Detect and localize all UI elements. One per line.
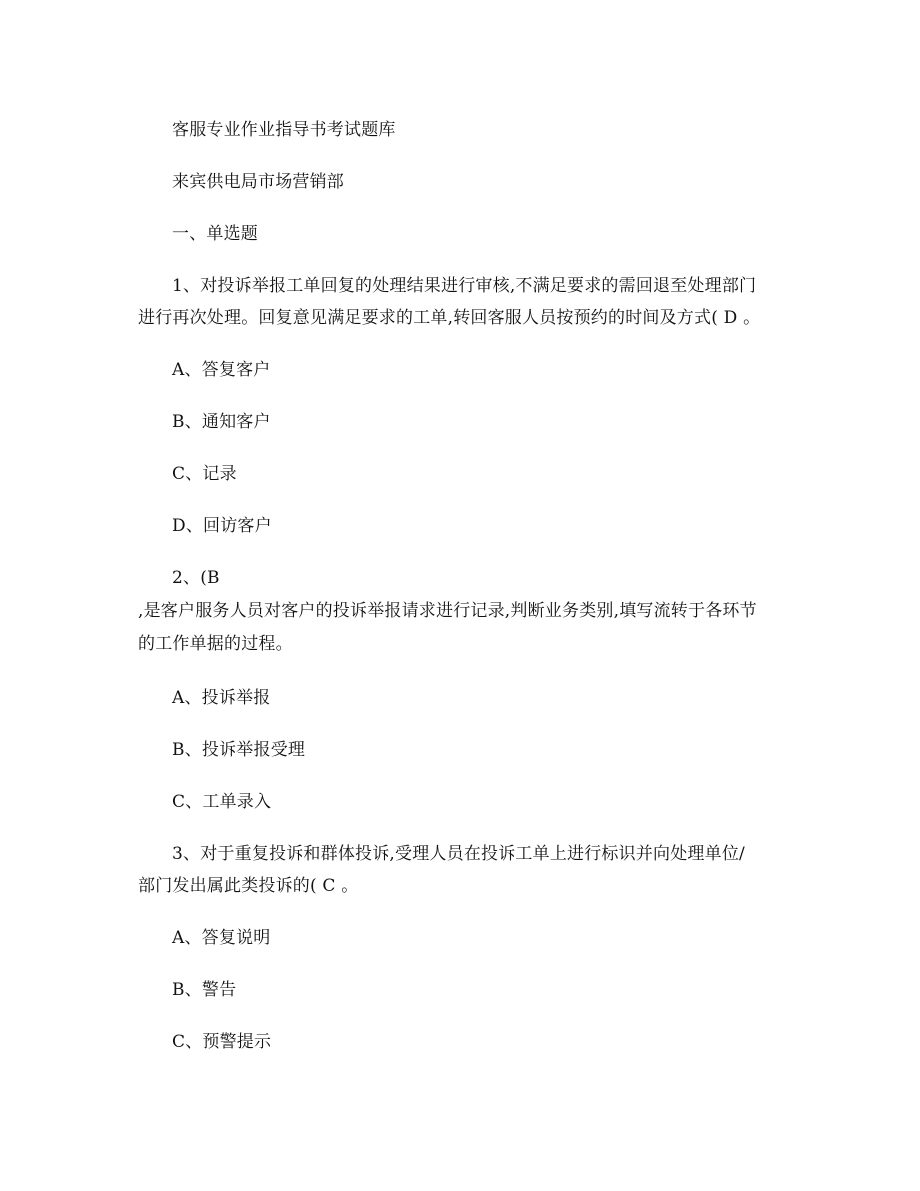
question-1-option-c: C、记录 xyxy=(172,464,237,484)
question-2-stem-line-1: 2、(B xyxy=(172,568,220,588)
question-3-stem-line-1: 3、对于重复投诉和群体投诉,受理人员在投诉工单上进行标识并向处理单位/ xyxy=(172,844,745,864)
question-1-stem-line-1: 1、对投诉举报工单回复的处理结果进行审核,不满足要求的需回退至处理部门 xyxy=(172,276,757,296)
section-heading: 一、单选题 xyxy=(172,224,258,244)
question-3-option-a: A、答复说明 xyxy=(172,928,271,948)
question-1-option-d: D、回访客户 xyxy=(172,516,272,536)
question-3-option-c: C、预警提示 xyxy=(172,1032,272,1052)
question-2-stem-line-2: ,是客户服务人员对客户的投诉举报请求进行记录,判断业务类别,填写流转于各环节 xyxy=(138,601,757,621)
document-title: 客服专业作业指导书考试题库 xyxy=(172,120,396,140)
question-1-option-a: A、答复客户 xyxy=(172,360,271,380)
question-2-option-b: B、投诉举报受理 xyxy=(172,740,306,760)
question-2-option-c: C、工单录入 xyxy=(172,792,272,812)
question-3-stem-line-2: 部门发出属此类投诉的( C 。 xyxy=(138,876,359,896)
question-3-option-b: B、警告 xyxy=(172,980,237,1000)
question-1-option-b: B、通知客户 xyxy=(172,412,271,432)
question-1-stem-line-2: 进行再次处理。回复意见满足要求的工单,转回客服人员按预约的时间及方式( D 。 xyxy=(138,308,761,328)
department-name: 来宾供电局市场营销部 xyxy=(172,172,344,192)
question-2-option-a: A、投诉举报 xyxy=(172,688,271,708)
question-2-stem-line-3: 的工作单据的过程。 xyxy=(138,634,293,654)
